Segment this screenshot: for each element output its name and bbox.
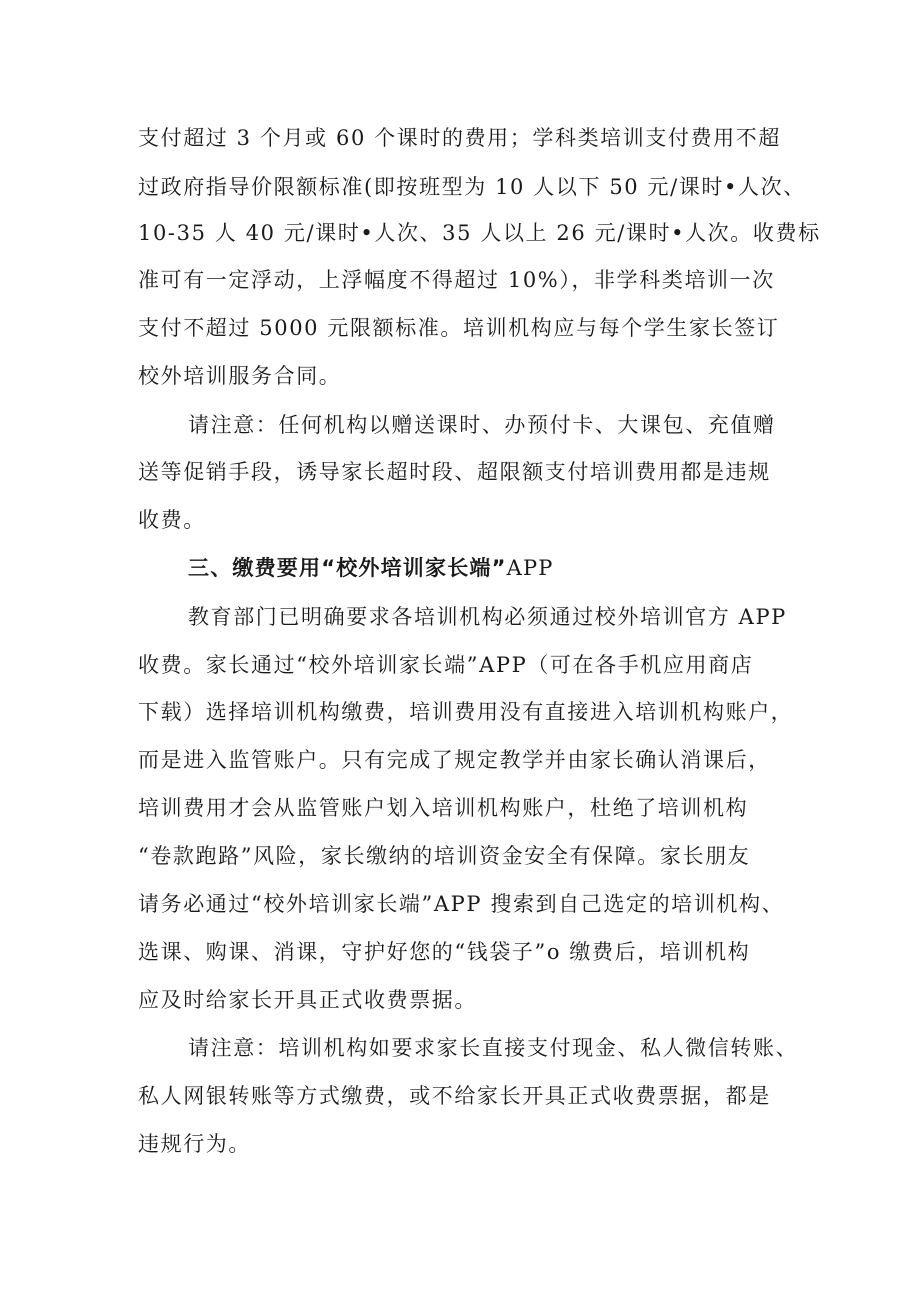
paragraph-line: 校外培训服务合同。 [138, 364, 342, 388]
paragraph-line: 支付不超过 5000 元限额标准。培训机构应与每个学生家长签订 [138, 316, 780, 340]
paragraph-line: 请务必通过“校外培训家长端”APP 搜索到自己选定的培训机构、 [138, 892, 785, 916]
paragraph-line: 教育部门已明确要求各培训机构必须通过校外培训官方 APP [188, 605, 787, 629]
note-line: 私人网银转账等方式缴费，或不给家长开具正式收费票据，都是 [138, 1084, 771, 1108]
note-line: 收费。 [138, 508, 206, 532]
paragraph-line: 下载）选择培训机构缴费，培训费用没有直接进入培训机构账户， [138, 700, 794, 724]
paragraph-line: 而是进入监管账户。只有完成了规定教学并由家长确认消课后， [138, 748, 771, 772]
paragraph-line: 选课、购课、消课，守护好您的“钱袋子”o 缴费后，培训机构 [138, 940, 751, 964]
paragraph-line: 收费。家长通过“校外培训家长端”APP（可在各手机应用商店 [138, 653, 754, 677]
paragraph-line: 10-35 人 40 元/课时•人次、35 人以上 26 元/课时•人次。收费标 [138, 221, 821, 245]
paragraph-line: 培训费用才会从监管账户划入培训机构账户，杜绝了培训机构 [138, 796, 749, 820]
section-heading-text: 三、缴费要用“校外培训家长端” [188, 556, 507, 580]
note-line: 违规行为。 [138, 1132, 251, 1156]
section-heading [188, 553, 838, 583]
note-line: 请注意：任何机构以赠送课时、办预付卡、大课包、充值赠 [188, 413, 776, 437]
paragraph-line: 应及时给家长开具正式收费票据。 [138, 988, 477, 1012]
paragraph-line: 过政府指导价限额标准(即按班型为 10 人以下 50 元/课时•人次、 [138, 175, 806, 199]
note-line: 请注意：培训机构如要求家长直接支付现金、私人微信转账、 [188, 1036, 799, 1060]
paragraph-line: 支付超过 3 个月或 60 个课时的费用；学科类培训支付费用不超 [138, 126, 781, 150]
paragraph-line: “卷款跑路”风险，家长缴纳的培训资金安全有保障。家长朋友 [138, 844, 751, 868]
section-heading-suffix: APP [506, 556, 554, 580]
paragraph-line: 准可有一定浮动，上浮幅度不得超过 10%），非学科类培训一次 [138, 268, 775, 292]
note-line: 送等促销手段，诱导家长超时段、超限额支付培训费用都是违规 [138, 460, 771, 484]
